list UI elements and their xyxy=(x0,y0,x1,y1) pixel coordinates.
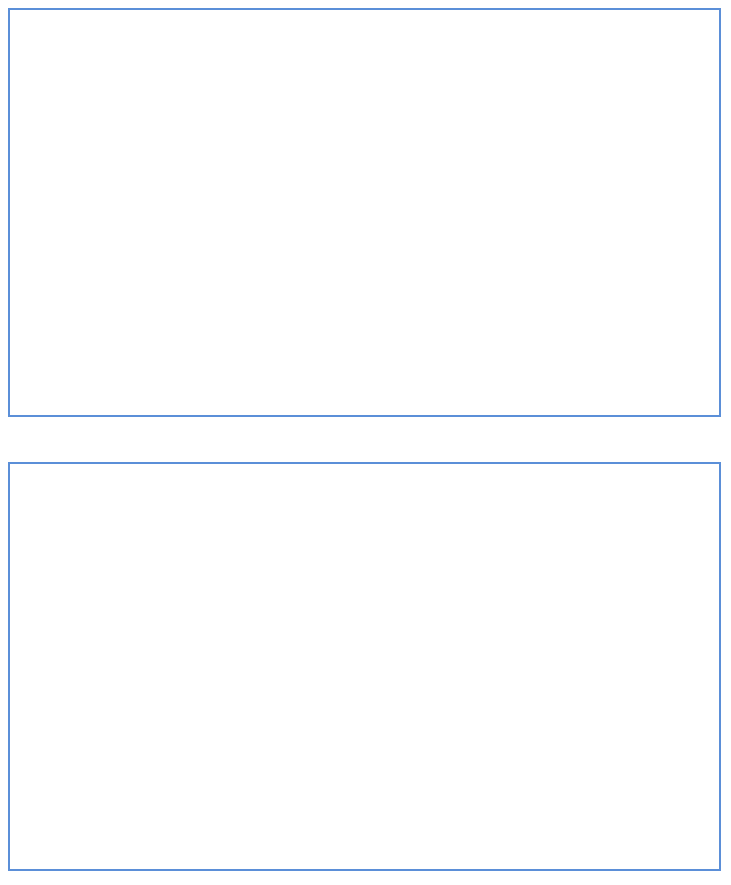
chart-svg-top xyxy=(10,10,719,415)
chart-panel-bottom xyxy=(8,462,721,871)
chart-panel-top xyxy=(8,8,721,417)
chart-svg-bottom xyxy=(10,464,719,869)
